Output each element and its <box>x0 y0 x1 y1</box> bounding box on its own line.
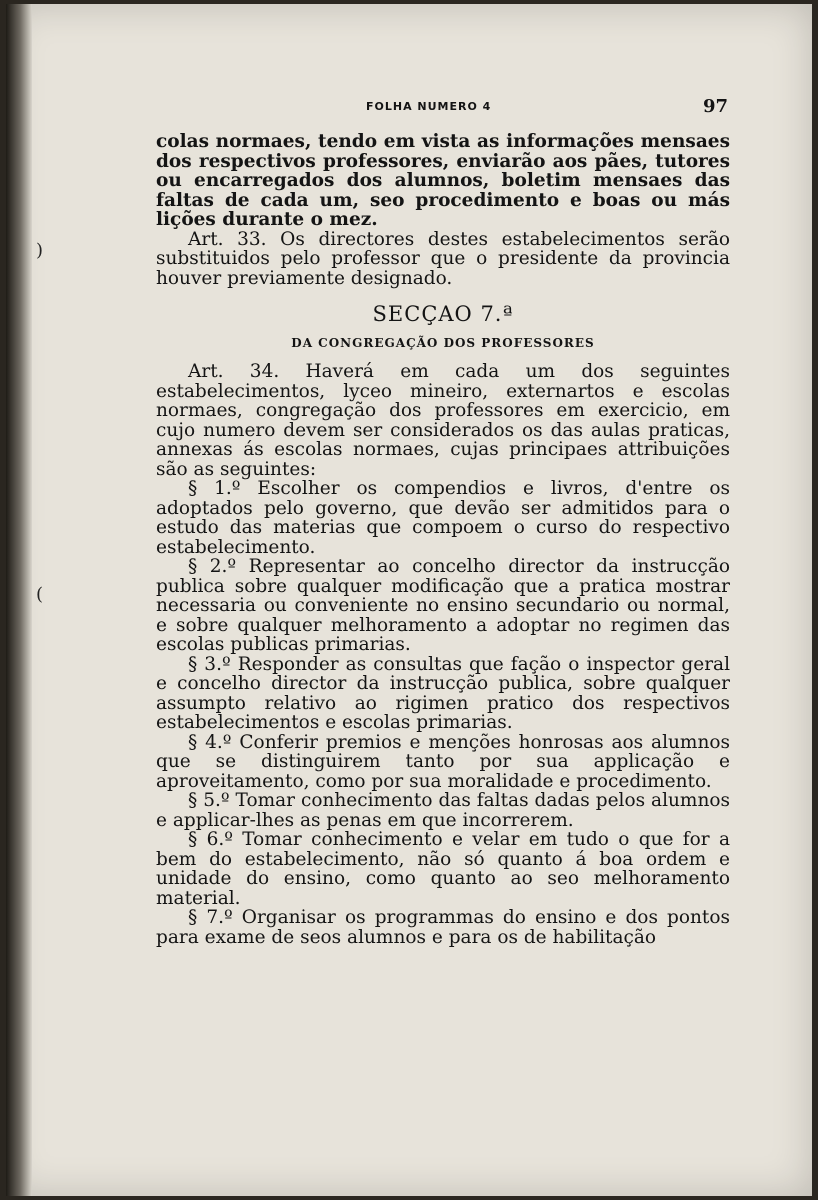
page-binding-shadow <box>6 4 32 1196</box>
document-page <box>6 4 812 1196</box>
margin-mark: ( <box>36 584 44 605</box>
paragraph-1: § 1.º Escolher os compendios e livros, d'entre os adoptados pelo governo, que devão ser admitidos para o estudo das materias que compoem o curso do respectivo estabelecimento. <box>156 478 730 558</box>
paragraph-6: § 6.º Tomar conhecimento e velar em tudo o que for a bem do estabelecimento, não só quanto á boa ordem e unidade do ensino, como quanto ao seo melhoramento material. <box>156 829 730 909</box>
margin-mark: ) <box>36 240 44 261</box>
paragraph-7: § 7.º Organisar os programmas do ensino e dos pontos para exame de seos alumnos e para os de habilitação <box>156 907 730 948</box>
article-33: Art. 33. Os directores destes estabelecimentos serão substituidos pelo professor que o presidente da provincia houver previamente designado. <box>156 228 730 289</box>
page-header <box>156 96 730 122</box>
paragraph-2: § 2.º Representar ao concelho director da instrucção publica sobre qualquer modificação que a pratica mostrar necessaria ou conveniente no ensino secundario ou normal, e sobre qualquer melhoramento a adoptar no regimen das escolas publicas primarias. <box>156 556 730 655</box>
article-34: Art. 34. Haverá em cada um dos seguintes estabelecimentos, lyceo mineiro, externartos e escolas normaes, congregação dos professores em exercicio, em cujo numero devem ser considerados os das aulas praticas, annexas ás escolas normaes, cujas principaes attribuições são as seguintes: <box>156 361 730 480</box>
paragraph-5: § 5.º Tomar conhecimento das faltas dadas pelos alumnos e applicar-lhes as penas em que incorrerem. <box>156 790 730 831</box>
running-title: FOLHA NUMERO 4 <box>366 100 492 113</box>
page-number: 97 <box>702 96 728 117</box>
section-title: SECÇAO 7.ª <box>372 302 514 326</box>
paragraph-4: § 4.º Conferir premios e menções honrosas aos alumnos que se distinguirem tanto por sua applicação e aproveitamento, como por sua moralidade e procedimento. <box>156 731 730 792</box>
paragraph-continuation: colas normaes, tendo em vista as informações mensaes dos respectivos professores, enviarão aos pães, tutores ou encarregados dos alumnos, boletim mensaes das faltas de cada um, seo procedimento e boas ou más lições durante o mez. <box>156 131 730 230</box>
paragraph-3: § 3.º Responder as consultas que fação o inspector geral e concelho director da instrucção publica, sobre qualquer assumpto relativo ao rigimen pratico dos respectivos estabelecimentos e escolas primarias. <box>156 653 730 733</box>
section-subtitle: DA CONGREGAÇÃO DOS PROFESSORES <box>291 336 595 350</box>
page-content <box>156 96 730 947</box>
